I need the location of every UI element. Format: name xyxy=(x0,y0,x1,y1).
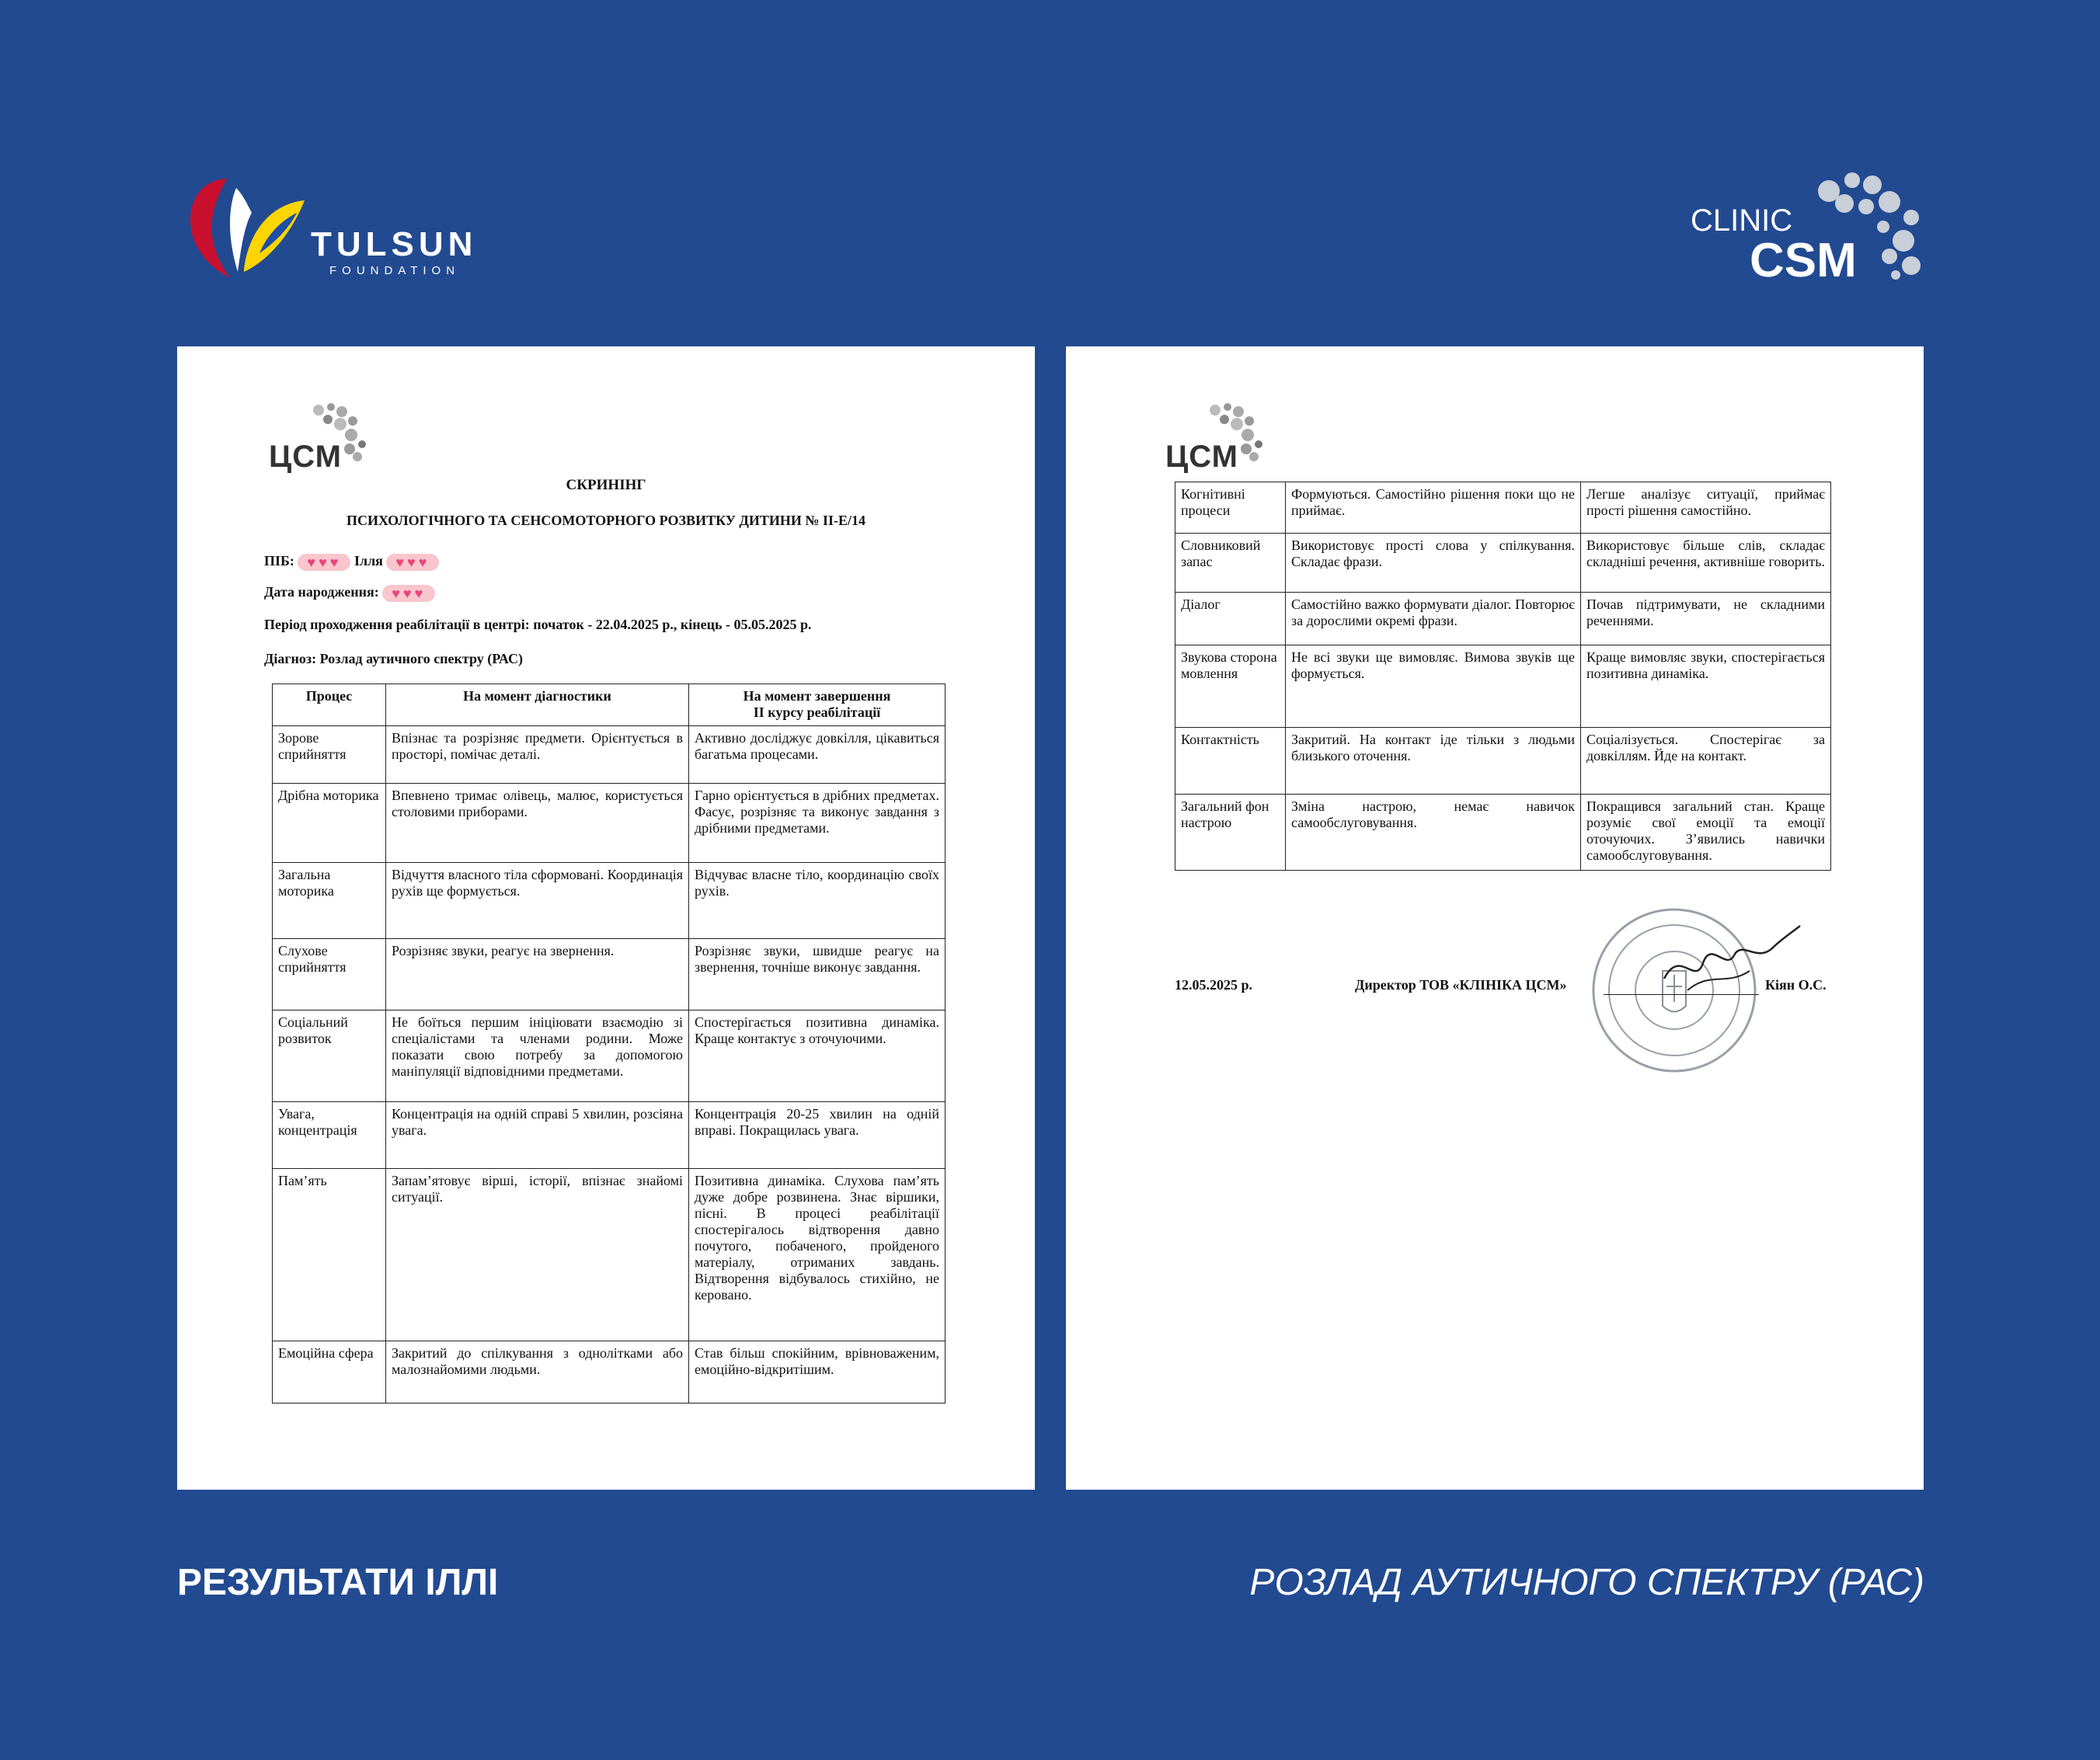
dob-label: Дата народження: xyxy=(264,584,379,600)
table-cell: Увага, концентрація xyxy=(273,1102,386,1169)
signer-name: Кіян О.С. xyxy=(1765,977,1827,993)
tulsun-logo xyxy=(180,172,491,281)
clinic-csm-logo xyxy=(1686,169,1927,286)
doc-title: СКРИНІНГ xyxy=(566,477,646,493)
csm-label: CSM xyxy=(1750,234,1857,287)
table-cell: Розрізняє звуки, реагує на звернення. xyxy=(386,939,689,1010)
table-row xyxy=(273,1169,946,1341)
table-cell: Загальний фон настрою xyxy=(1175,795,1286,871)
pib-label: ПІБ: xyxy=(264,553,294,569)
redacted-surname: ♥♥♥ xyxy=(298,554,350,571)
table-cell: Соціалізується. Спостерігає за довкіллям. Йде на контакт. xyxy=(1581,728,1831,795)
table-cell: Пам’ять xyxy=(273,1169,386,1341)
table-header-cell: На момент завершення II курсу реабілітації xyxy=(689,684,946,726)
doc-logo-text: ЦСМ xyxy=(1165,440,1238,474)
table-row xyxy=(273,784,946,863)
document-page-2 xyxy=(1066,346,1924,1490)
doc-subtitle: ПСИХОЛОГІЧНОГО ТА СЕНСОМОТОРНОГО РОЗВИТКУ ДИТИНИ № II-Е/14 xyxy=(347,513,865,528)
table-row xyxy=(273,1010,946,1102)
pib-field xyxy=(264,553,439,571)
table-cell: Контактність xyxy=(1175,728,1286,795)
table-cell: Зміна настрою, немає навичок самообслуговування. xyxy=(1286,795,1581,871)
doc-logo-text: ЦСМ xyxy=(269,440,342,474)
table-cell: Звукова сторона мовлення xyxy=(1175,645,1286,728)
table-row xyxy=(273,863,946,939)
tulsun-subtitle: FOUNDATION xyxy=(329,264,461,277)
table-cell: Розрізняє звуки, швидше реагує на звернення, точніше виконує завдання. xyxy=(689,939,946,1010)
redacted-patronymic: ♥♥♥ xyxy=(386,554,439,571)
table-row xyxy=(1175,645,1831,728)
document-page-1 xyxy=(177,346,1035,1490)
table-cell: Самостійно важко формувати діалог. Повторює за дорослими окремі фрази. xyxy=(1286,593,1581,645)
table-cell: Не всі звуки ще вимовляє. Вимова звуків ще формується. xyxy=(1286,645,1581,728)
table-cell: Спостерігається позитивна динаміка. Краще контактує з оточуючими. xyxy=(689,1010,946,1102)
molecule-dots-icon xyxy=(1804,169,1928,286)
screening-table-1 xyxy=(272,683,946,1403)
table-cell: Емоційна сфера xyxy=(273,1341,386,1403)
diagnosis-field: Діагноз: Розлад аутичного спектру (РАС) xyxy=(264,651,524,666)
table-cell: Концентрація на одній справі 5 хвилин, розсіяна увага. xyxy=(386,1102,689,1169)
table-cell: Закритий до спілкування з однолітками або малознайомими людьми. xyxy=(386,1341,689,1403)
table-cell: Загальна моторика xyxy=(273,863,386,939)
table-row xyxy=(273,1341,946,1403)
footer-diagnosis: РОЗЛАД АУТИЧНОГО СПЕКТРУ (РАС) xyxy=(1249,1562,1924,1603)
clinic-label: CLINIC xyxy=(1691,203,1793,238)
table-cell: Почав підтримувати, не складними реченнями. xyxy=(1581,593,1831,645)
table-row xyxy=(1175,795,1831,871)
table-row xyxy=(1175,534,1831,593)
table-row xyxy=(273,939,946,1010)
table-row xyxy=(1175,728,1831,795)
table-cell: Дрібна моторика xyxy=(273,784,386,863)
table-cell: Закритий. На контакт іде тільки з людьми близького оточення. xyxy=(1286,728,1581,795)
screening-table-2 xyxy=(1175,482,1831,871)
table-cell: Відчуває власне тіло, координацію своїх рухів. xyxy=(689,863,946,939)
table-cell: Концентрація 20-25 хвилин на одній вправі. Покращилась увага. xyxy=(689,1102,946,1169)
table-cell: Покращився загальний стан. Краще розуміє свої емоції та емоції оточуючих. З’явились навички самообслуговування. xyxy=(1581,795,1831,871)
table-cell: Соціальний розвиток xyxy=(273,1010,386,1102)
table-row xyxy=(1175,482,1831,534)
table-cell: Позитивна динаміка. Слухова пам’ять дуже добре розвинена. Знає віршики, пісні. В процесі реабілітації спостерігалось відтворення давно почутого, побаченого, пройденого матеріалу, отриманих завдань. Відтворення відбувалось стихійно, не керовано. xyxy=(689,1169,946,1341)
signature-date: 12.05.2025 р. xyxy=(1175,977,1253,993)
tulsun-name: TULSUN xyxy=(311,225,478,263)
table-row xyxy=(273,1102,946,1169)
director-label: Директор ТОВ «КЛІНІКА ЦСМ» xyxy=(1355,977,1567,993)
table-row xyxy=(1175,593,1831,645)
table-cell: Зорове сприйняття xyxy=(273,726,386,784)
table-cell: Не боїться першим ініціювати взаємодію зі спеціалістами та членами родини. Може показати свою потребу за допомогою маніпуляції відповідними предметами. xyxy=(386,1010,689,1102)
signature-underline xyxy=(1604,994,1759,995)
table-row xyxy=(273,726,946,784)
table-cell: Словниковий запас xyxy=(1175,534,1286,593)
table-cell: Активно досліджує довкілля, цікавиться багатьма процесами. xyxy=(689,726,946,784)
table-cell: Діалог xyxy=(1175,593,1286,645)
table-cell: Впевнено тримає олівець, малює, користується столовими приборами. xyxy=(386,784,689,863)
redacted-dob: ♥♥♥ xyxy=(382,585,435,602)
table-header-row xyxy=(273,684,946,726)
table-cell: Став більш спокійним, врівноваженим, емоційно-відкритішим. xyxy=(689,1341,946,1403)
table-cell: Гарно орієнтується в дрібних предметах. Фасує, розрізняє та виконує завдання з дрібними предметами. xyxy=(689,784,946,863)
dob-field xyxy=(264,584,435,602)
table-cell: Використовує прості слова у спілкування. Складає фрази. xyxy=(1286,534,1581,593)
table-cell: Слухове сприйняття xyxy=(273,939,386,1010)
table-cell: Краще вимовляє звуки, спостерігається позитивна динаміка. xyxy=(1581,645,1831,728)
table-cell: Когнітивні процеси xyxy=(1175,482,1286,534)
table-cell: Відчуття власного тіла сформовані. Координація рухів ще формується. xyxy=(386,863,689,939)
table-header-cell: На момент діагностики xyxy=(386,684,689,726)
pib-name: Ілля xyxy=(353,553,383,569)
table-cell: Легше аналізує ситуації, приймає прості рішення самостійно. xyxy=(1581,482,1831,534)
table-cell: Запам’ятовує вірші, історії, впізнає знайомі ситуації. xyxy=(386,1169,689,1341)
table-header-cell: Процес xyxy=(273,684,386,726)
table-cell: Формуються. Самостійно рішення поки що не приймає. xyxy=(1286,482,1581,534)
period-field: Період проходження реабілітації в центрі: початок - 22.04.2025 р., кінець - 05.05.2025 р. xyxy=(264,617,812,632)
footer-title: РЕЗУЛЬТАТИ ІЛЛІ xyxy=(177,1562,499,1603)
table-cell: Впізнає та розрізняє предмети. Орієнтується в просторі, помічає деталі. xyxy=(386,726,689,784)
table-cell: Використовує більше слів, складає складніші речення, активніше говорить. xyxy=(1581,534,1831,593)
tulsun-emblem-icon xyxy=(180,172,312,281)
